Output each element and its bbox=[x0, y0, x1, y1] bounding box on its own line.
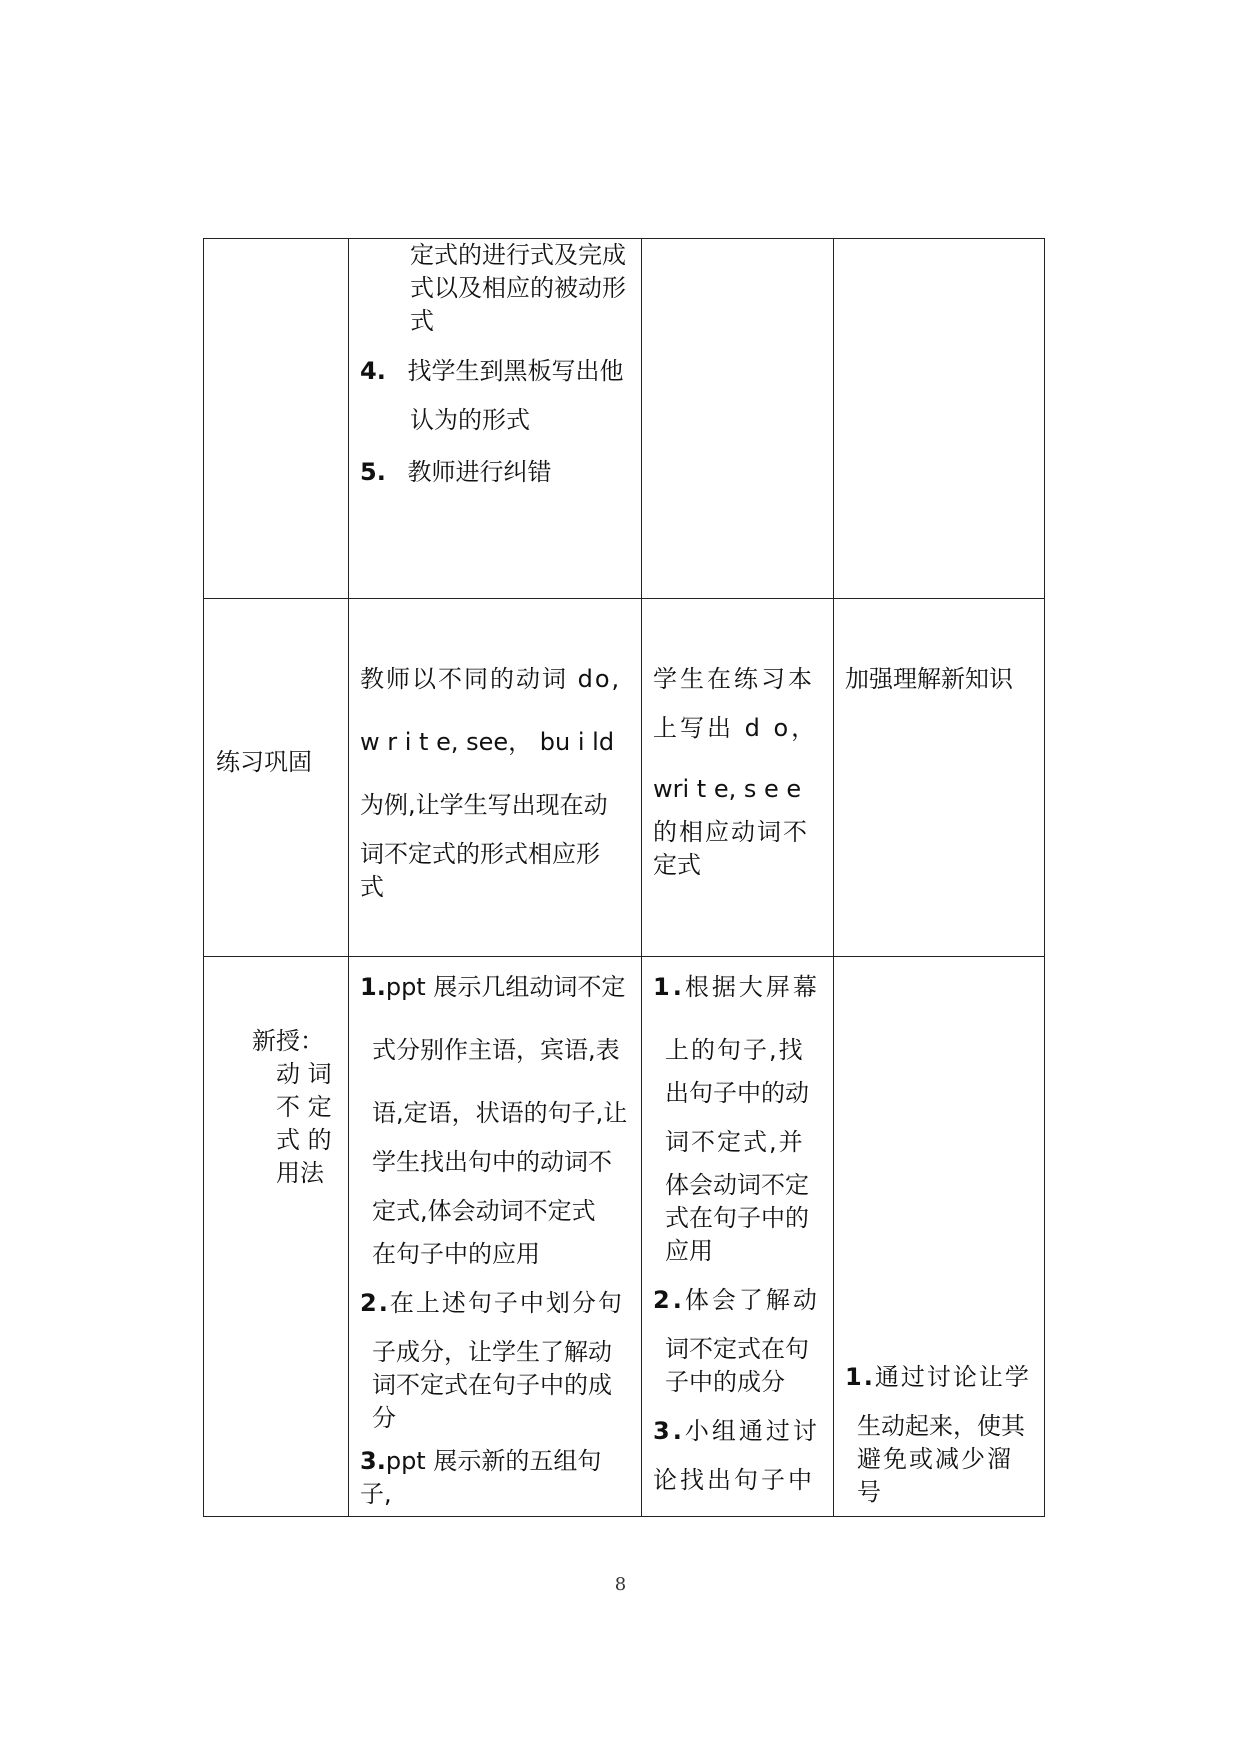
teacher-line: 教师以不同的动词 do, bbox=[360, 665, 622, 693]
student-activity-cell bbox=[642, 599, 834, 957]
stage-label-line: 动 词 bbox=[276, 1060, 332, 1088]
teacher-item-3: 3.ppt 展示新的五组句子, bbox=[360, 1447, 602, 1508]
purpose-line: 避免或减少溜 bbox=[857, 1445, 1013, 1473]
teacher-line: 为例,让学生写出现在动 bbox=[360, 791, 608, 819]
teacher-line: 定式,体会动词不定式 bbox=[372, 1197, 596, 1225]
teacher-line: 式以及相应的被动形 bbox=[410, 274, 626, 302]
teacher-line: 认为的形式 bbox=[410, 406, 530, 434]
teacher-line: 子成分，让学生了解动 bbox=[372, 1338, 612, 1366]
student-item-2: 2.体会了解动 bbox=[653, 1286, 820, 1314]
stage-label-line: 不 定 bbox=[276, 1093, 332, 1121]
teacher-line: 词不定式的形式相应形 bbox=[360, 840, 600, 868]
stage-label-practice: 练习巩固 bbox=[216, 748, 312, 776]
teacher-line: 词不定式在句子中的成 bbox=[372, 1371, 612, 1399]
teacher-activity-cell bbox=[349, 599, 642, 957]
student-item-1: 1.根据大屏幕 bbox=[653, 973, 820, 1001]
lesson-plan-table bbox=[203, 238, 1045, 1517]
table-row-practice bbox=[204, 599, 1045, 957]
purpose-cell bbox=[834, 599, 1045, 957]
teacher-line: 定式的进行式及完成 bbox=[410, 241, 626, 269]
stage-cell bbox=[204, 239, 349, 599]
teacher-line: 学生找出句中的动词不 bbox=[372, 1148, 612, 1176]
purpose-item-1: 1.通过讨论让学 bbox=[845, 1363, 1031, 1391]
student-line: 的相应动词不 bbox=[653, 818, 809, 846]
teacher-item-5: 5. 教师进行纠错 bbox=[360, 458, 552, 486]
student-line: 体会动词不定 bbox=[665, 1171, 809, 1199]
student-line: 子中的成分 bbox=[665, 1368, 785, 1396]
table-row-new-lesson bbox=[204, 957, 1045, 1517]
purpose-line: 号 bbox=[857, 1478, 881, 1506]
purpose-cell bbox=[834, 957, 1045, 1517]
student-activity-cell bbox=[642, 239, 834, 599]
teacher-item-4: 4. 找学生到黑板写出他 bbox=[360, 357, 624, 385]
page-number: 8 bbox=[614, 1574, 627, 1595]
teacher-line: w r i t e, see， bu i ld bbox=[360, 728, 615, 756]
student-item-3: 3.小组通过讨 bbox=[653, 1417, 820, 1445]
table-row-continuation bbox=[204, 239, 1045, 599]
teacher-line: 分 bbox=[372, 1404, 396, 1432]
student-line: 式在句子中的 bbox=[665, 1204, 809, 1232]
student-line: 应用 bbox=[665, 1237, 713, 1265]
student-line: 词不定式在句 bbox=[665, 1335, 809, 1363]
teacher-line: 式 bbox=[410, 307, 434, 335]
teacher-line: 式分别作主语，宾语,表 bbox=[372, 1036, 620, 1064]
student-line: 定式 bbox=[653, 851, 701, 879]
student-line: 学生在练习本 bbox=[653, 665, 815, 693]
teacher-line: 语,定语，状语的句子,让 bbox=[372, 1099, 628, 1127]
teacher-item-2: 2.在上述句子中划分句 bbox=[360, 1289, 624, 1317]
purpose-line: 加强理解新知识 bbox=[845, 665, 1013, 693]
stage-label-line: 用法 bbox=[276, 1159, 324, 1187]
student-line: 上的句子,找 bbox=[665, 1036, 805, 1064]
teacher-activity-cell bbox=[349, 957, 642, 1517]
student-line: 论找出句子中 bbox=[653, 1466, 815, 1494]
student-line: 词不定式,并 bbox=[665, 1128, 805, 1156]
student-line: 上写出 d o， bbox=[653, 714, 819, 742]
stage-cell bbox=[204, 599, 349, 957]
teacher-line: 在句子中的应用 bbox=[372, 1240, 540, 1268]
student-line: 出句子中的动 bbox=[665, 1079, 809, 1107]
teacher-item-1: 1.ppt 展示几组动词不定 bbox=[360, 973, 626, 1001]
teacher-line: 式 bbox=[360, 873, 384, 901]
stage-cell bbox=[204, 957, 349, 1517]
student-line: wri t e, s e e bbox=[653, 775, 802, 803]
purpose-line: 生动起来，使其 bbox=[857, 1412, 1025, 1440]
purpose-cell bbox=[834, 239, 1045, 599]
stage-label-line: 式 的 bbox=[276, 1126, 332, 1154]
teacher-activity-cell bbox=[349, 239, 642, 599]
stage-label-line: 新授： bbox=[252, 1027, 324, 1055]
student-activity-cell bbox=[642, 957, 834, 1517]
